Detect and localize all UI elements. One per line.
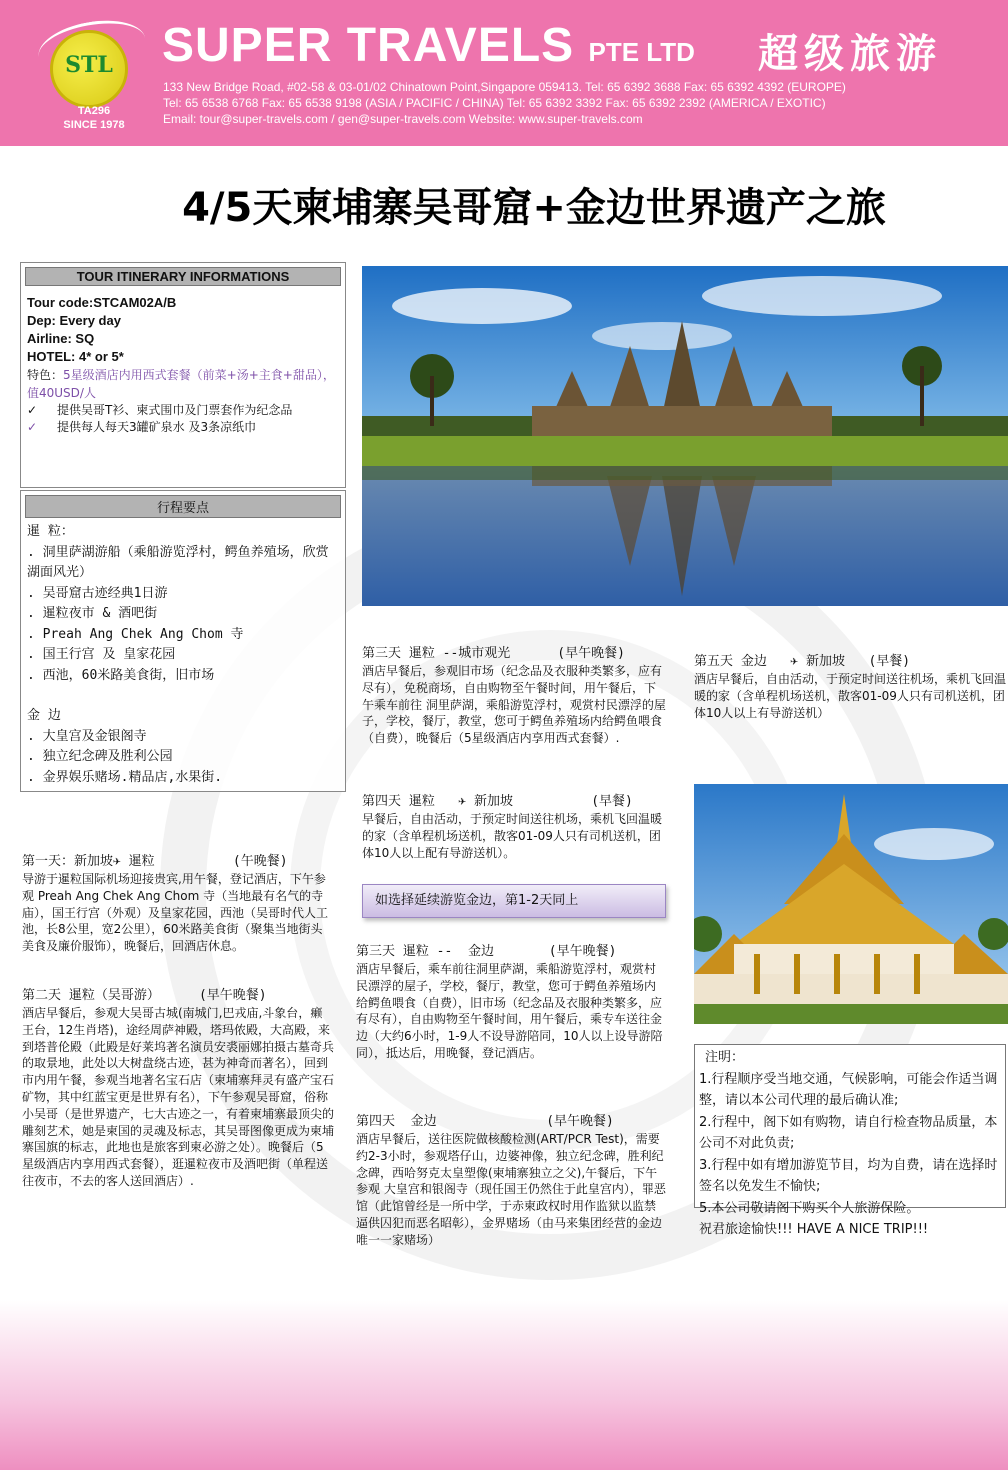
pp-item: . 大皇宫及金银阁寺 — [27, 728, 147, 744]
ext-day4-body: 酒店早餐后，送往医院做核酸检测(ART/PCR Test)，需要约2-3小时，参观塔仔山，边婆神像，独立纪念碑，胜利纪念碑，西哈努克太皇塑像(柬埔寨独立之父),午餐后，下午参观 大皇宫和银阁寺（现任国王仍然住于此皇宫内），罪恶馆（此馆曾经是一所中学，于赤柬政权时用作监狱以监禁逼供囚犯而恶名昭彰），金界赌场（由马来集团经营的金边唯一一家赌场） — [356, 1132, 666, 1247]
day3-body: 酒店早餐后，参观旧市场（纪念品及衣服种类繁多，应有尽有），免税商场，自由购物至午餐时间，用午餐后，下午乘车前往 洞里萨湖，乘船游览浮村，观赏村民漂浮的屋子，学校，餐厅，教堂，您可于鳄鱼养殖场内给鳄鱼喂食（自费），晚餐后（5星级酒店内享用西式套餐）. — [362, 664, 666, 746]
day3-title: 第三天 暹粒 --城市观光 (早午晚餐) — [362, 646, 625, 661]
check-icon: ✓ — [27, 403, 38, 417]
airline: Airline: SQ — [27, 331, 95, 346]
day4-section — [362, 792, 666, 861]
angkor-wat-illustration — [362, 266, 1008, 606]
bottom-gradient — [0, 1300, 1008, 1470]
brand-suffix: PTE LTD — [588, 37, 695, 67]
note-item: 1.行程顺序受当地交通，气候影响，可能会作适当调整，请以本公司代理的最后确认准; — [699, 1071, 998, 1108]
logo-letters: STL — [65, 52, 113, 78]
highlights-header: 行程要点 — [25, 495, 341, 518]
day4-body: 早餐后，自由活动，于预定时间送往机场，乘机飞回温暖的家（含单程机场送机，散客01-09人只有司机送机，团体10人以上配有导游送机）。 — [362, 812, 663, 860]
siem-reap-title: 暹 粒： — [27, 524, 74, 539]
day1-section — [22, 852, 334, 955]
ext-day3-body: 酒店早餐后，乘车前往洞里萨湖，乘船游览浮村，观赏村民漂浮的屋子，学校，餐厅，教堂，您可于鳄鱼养殖场内给鳄鱼喂食（自费），旧市场（纪念品及衣服种类繁多，应有尽有），自由购物至午餐时间，用午餐后，乘专车送往金边（大约6小时，1-9人不设导游陪同，10人以上设导游陪同），抵达后，用晚餐，登记酒店。 — [356, 962, 663, 1060]
note-item: 3.行程中如有增加游览节目，均为自费，请在选择时签名以免发生不愉快; — [699, 1157, 998, 1194]
siem-item: . 洞里萨湖游船（乘船游览浮村，鳄鱼养殖场，欣赏湖面风光） — [27, 544, 329, 580]
feature-check-2 — [27, 419, 339, 436]
hotel-rating: HOTEL: 4* or 5* — [27, 349, 124, 364]
departure: Dep: Every day — [27, 313, 121, 328]
siem-item: . 吴哥窟古迹经典1日游 — [27, 585, 168, 601]
royal-palace-illustration — [694, 784, 1008, 1024]
day3-section — [362, 644, 666, 747]
day4-title: 第四天 暹粒 ✈ 新加坡 (早餐) — [362, 794, 633, 809]
notes-box — [694, 1044, 1006, 1237]
ext-day5-section — [694, 652, 1006, 721]
tour-info-box — [20, 262, 346, 488]
tour-code: Tour code:STCAM02A/B — [27, 295, 177, 310]
extension-banner: 如选择延续游览金边，第1-2天同上 — [362, 884, 666, 918]
feature-check-1-text: 提供吴哥T衫、柬式围巾及门票套作为纪念品 — [57, 403, 293, 417]
ext-day4-section — [356, 1112, 666, 1249]
note-item: 2.行程中，阁下如有购物，请自行检查物品质量，本公司不对此负责; — [699, 1114, 998, 1151]
ext-day3-section — [356, 942, 666, 1062]
brand-name — [162, 20, 695, 78]
feature-label: 特色： — [27, 368, 64, 382]
phone-line: Tel: 65 6538 6768 Fax: 65 6538 9198 (ASIA / PACIFIC / CHINA) Tel: 65 6392 3392 Fax: 65 6392 2392 (AMERICA / EXOTIC) — [163, 96, 826, 110]
feature-line — [27, 366, 339, 402]
logo-license — [34, 104, 154, 132]
pp-item: . 金界娱乐赌场.精品店,水果街. — [27, 769, 223, 785]
highlights-box — [20, 490, 346, 792]
page-title: 4/5天柬埔寨吴哥窟+金边世界遗产之旅 — [182, 185, 886, 231]
address-line: 133 New Bridge Road, #02-58 & 03-01/02 Chinatown Point,Singapore 059413. Tel: 65 6392 3688 Fax: 65 6392 4392 (EUROPE) — [163, 80, 846, 94]
siem-item: . 国王行宫 及 皇家花园 — [27, 647, 176, 662]
day1-body: 导游于暹粒国际机场迎接贵宾,用午餐，登记酒店，下午参观 Preah Ang Chek Ang Chom 寺（当地最有名气的寺庙），国王行宫（外观）及皇家花园，西池（吴哥时代人工池，长8公里，宽2公里），60米路美食街（聚集当地街头美食及廉价服饰），晚餐后，回酒店休息。 — [22, 872, 329, 954]
siem-item: . 西池，60米路美食街，旧市场 — [27, 667, 215, 683]
notes-title: 注明： — [705, 1050, 745, 1065]
ext-day4-title: 第四天 金边 (早午晚餐) — [356, 1114, 614, 1129]
ext-day3-title: 第三天 暹粒 -- 金边 (早午晚餐) — [356, 944, 617, 959]
ext-day5-body: 酒店早餐后，自由活动，于预定时间送往机场，乘机飞回温暖的家（含单程机场送机，散客01-09人只有司机送机，团体10人以上有导游送机） — [694, 672, 1007, 720]
feature-check-2-text: 提供每人每天3罐矿泉水 及3条凉纸巾 — [57, 420, 257, 434]
logo-since: SINCE 1978 — [63, 119, 125, 131]
logo-license-number: TA296 — [77, 105, 111, 117]
tour-info-details — [21, 290, 345, 440]
feature-check-1 — [27, 402, 339, 419]
email-line[interactable]: Email: tour@super-travels.com / gen@super-travels.com Website: www.super-travels.com — [163, 112, 643, 126]
pp-item: . 独立纪念碑及胜利公园 — [27, 749, 173, 764]
highlights-list — [21, 522, 345, 788]
day1-title: 第一天：新加坡✈ 暹粒 (午晚餐) — [22, 854, 288, 869]
tour-info-header: TOUR ITINERARY INFORMATIONS — [25, 267, 341, 286]
note-item: 祝君旅途愉快!!! HAVE A NICE TRIP!!! — [699, 1222, 929, 1237]
header-banner — [0, 0, 1008, 146]
brand-main: SUPER TRAVELS — [162, 19, 575, 72]
note-item: 5.本公司敬请阁下购买个人旅游保险。 — [699, 1200, 920, 1216]
company-logo — [34, 18, 154, 136]
check-icon: ✓ — [27, 420, 38, 434]
siem-item: . 暹粒夜市 & 酒吧街 — [27, 606, 158, 621]
ext-day5-title: 第五天 金边 ✈ 新加坡 (早餐) — [694, 654, 911, 669]
day2-body: 酒店早餐后，参观大吴哥古城(南城门,巴戎庙,斗象台，癞王台，12生肖塔)，途经周萨神殿，塔玛侬殿，大高殿，来到塔普伦殿（此殿是好莱坞著名演员安裘丽娜拍摄古墓奇兵的取景地，此处以大树盘绕古迹，甚为神奇而著名），回到市内用午餐，参观当地著名宝石店（柬埔寨拜灵有盛产宝石矿物，其中红蓝宝更是世界有名），下午参观吴哥窟，俗称小吴哥（是世界遗产，七大古迹之一，有着柬埔寨最顶尖的雕刻艺术，她是柬国的灵魂及标志，其吴哥图像更成为柬埔寨国旗的标志，此地也是旅客到柬必游之处）。晚餐后（5星级酒店内享用西式套餐），逛暹粒夜市及酒吧街（单程送往夜市，不去的客人送回酒店）. — [22, 1006, 335, 1188]
angkor-wat-photo — [362, 266, 1008, 606]
phnom-penh-title: 金 边 — [27, 708, 61, 723]
royal-palace-photo — [694, 784, 1008, 1024]
day2-title: 第二天 暹粒（吴哥游） (早午晚餐) — [22, 988, 267, 1003]
brand-name-cn: 超级旅游 — [758, 31, 942, 77]
day2-section — [22, 986, 334, 1190]
siem-item: . Preah Ang Chek Ang Chom 寺 — [27, 626, 244, 642]
feature-text: 5星级酒店内用西式套餐（前菜+汤+主食+甜品），值40USD/人 — [27, 368, 335, 400]
